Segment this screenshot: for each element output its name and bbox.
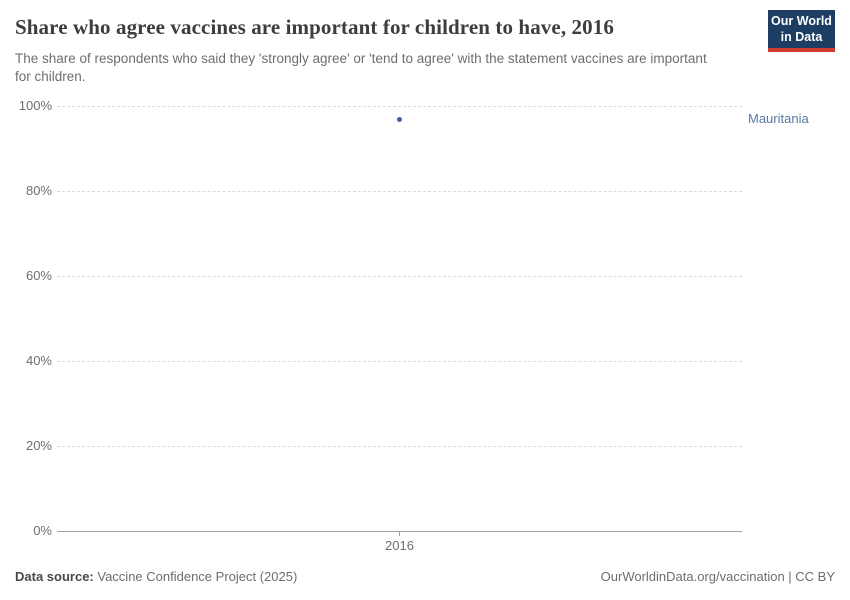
gridline-60	[57, 276, 742, 277]
ytick-100: 100%	[18, 98, 52, 113]
owid-logo-line1: Our World	[771, 14, 832, 28]
owid-license-link[interactable]: OurWorldinData.org/vaccination | CC BY	[600, 569, 835, 584]
ytick-0: 0%	[33, 523, 52, 538]
owid-logo[interactable]	[768, 10, 835, 52]
xtick-2016: 2016	[385, 538, 414, 553]
ytick-20: 20%	[25, 438, 52, 453]
ytick-60: 60%	[25, 268, 52, 283]
data-source-note	[15, 569, 297, 584]
entity-label-mauritania[interactable]: Mauritania	[748, 111, 809, 126]
gridline-80	[57, 191, 742, 192]
x-axis-tick-mark	[399, 531, 400, 536]
chart-subtitle: The share of respondents who said they 'strongly agree' or 'tend to agree' with the statement vaccines are important for children.	[15, 51, 707, 84]
ytick-40: 40%	[25, 353, 52, 368]
data-source-label: Data source:	[15, 569, 94, 584]
page-title: Share who agree vaccines are important for children to have, 2016	[15, 15, 614, 39]
ytick-80: 80%	[25, 183, 52, 198]
gridline-20	[57, 446, 742, 447]
data-point-mauritania[interactable]	[397, 117, 402, 122]
gridline-100	[57, 106, 742, 107]
data-source-value: Vaccine Confidence Project (2025)	[97, 569, 298, 584]
owid-logo-line2: in Data	[780, 30, 823, 44]
gridline-40	[57, 361, 742, 362]
